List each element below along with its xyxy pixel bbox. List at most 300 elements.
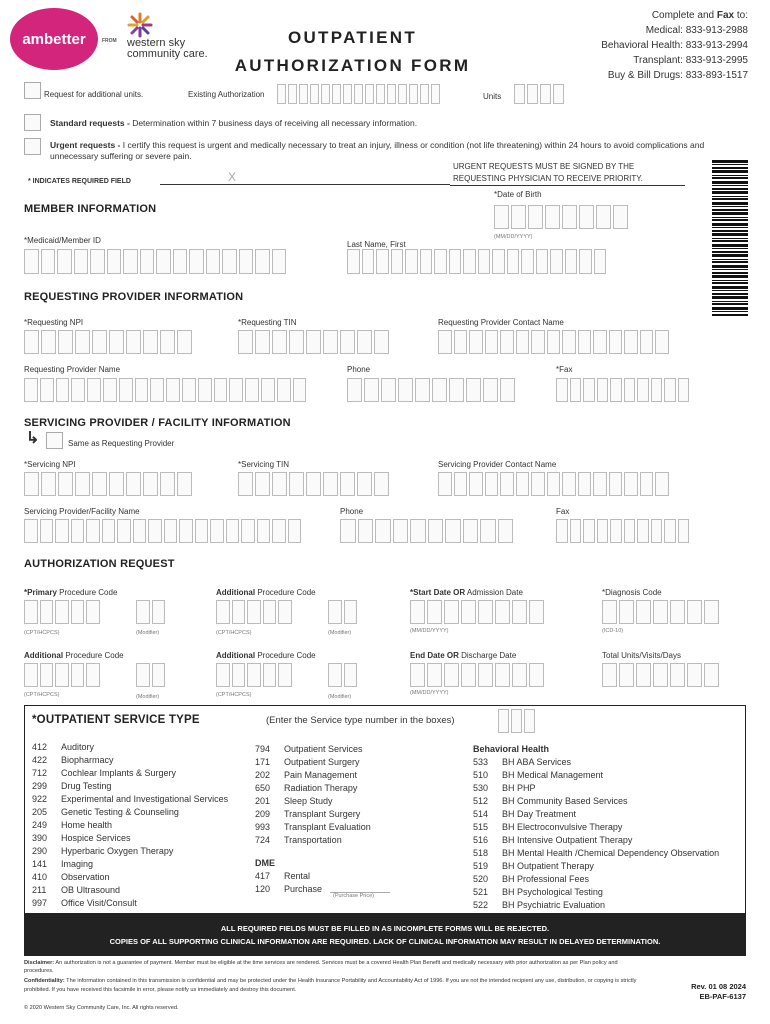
input-cell[interactable] bbox=[357, 330, 372, 354]
input-cell[interactable] bbox=[507, 249, 520, 274]
input-cell[interactable] bbox=[293, 378, 307, 402]
input-cell[interactable] bbox=[678, 378, 690, 402]
input-cell[interactable] bbox=[107, 249, 122, 274]
input-cell[interactable] bbox=[593, 330, 607, 354]
input-cell[interactable] bbox=[255, 472, 270, 496]
input-cell[interactable] bbox=[56, 378, 70, 402]
input-cell[interactable] bbox=[449, 249, 462, 274]
input-cell[interactable] bbox=[152, 600, 166, 624]
input-cell[interactable] bbox=[135, 378, 149, 402]
input-cell[interactable] bbox=[261, 378, 275, 402]
requesting-phone-boxes[interactable] bbox=[347, 378, 517, 402]
input-cell[interactable] bbox=[323, 472, 338, 496]
input-cell[interactable] bbox=[164, 519, 178, 543]
input-cell[interactable] bbox=[597, 378, 609, 402]
input-cell[interactable] bbox=[454, 472, 468, 496]
input-cell[interactable] bbox=[255, 249, 270, 274]
input-cell[interactable] bbox=[393, 519, 409, 543]
input-cell[interactable] bbox=[365, 84, 374, 104]
input-cell[interactable] bbox=[512, 663, 527, 687]
input-cell[interactable] bbox=[495, 600, 510, 624]
input-cell[interactable] bbox=[148, 519, 162, 543]
input-cell[interactable] bbox=[438, 330, 452, 354]
input-cell[interactable] bbox=[376, 84, 385, 104]
input-cell[interactable] bbox=[179, 519, 193, 543]
input-cell[interactable] bbox=[498, 519, 514, 543]
input-cell[interactable] bbox=[562, 472, 576, 496]
input-cell[interactable] bbox=[610, 378, 622, 402]
input-cell[interactable] bbox=[119, 378, 133, 402]
servicing-contact-boxes[interactable] bbox=[438, 472, 671, 496]
input-cell[interactable] bbox=[177, 472, 192, 496]
input-cell[interactable] bbox=[289, 472, 304, 496]
input-cell[interactable] bbox=[247, 663, 261, 687]
input-cell[interactable] bbox=[277, 378, 291, 402]
input-cell[interactable] bbox=[556, 519, 568, 543]
member-name-boxes[interactable] bbox=[347, 249, 608, 274]
input-cell[interactable] bbox=[257, 519, 271, 543]
input-cell[interactable] bbox=[565, 249, 578, 274]
input-cell[interactable] bbox=[328, 663, 342, 687]
input-cell[interactable] bbox=[398, 378, 413, 402]
input-cell[interactable] bbox=[323, 330, 338, 354]
total-units-boxes[interactable] bbox=[602, 663, 721, 687]
input-cell[interactable] bbox=[704, 663, 719, 687]
input-cell[interactable] bbox=[126, 330, 141, 354]
input-cell[interactable] bbox=[241, 519, 255, 543]
input-cell[interactable] bbox=[640, 472, 654, 496]
input-cell[interactable] bbox=[354, 84, 363, 104]
input-cell[interactable] bbox=[278, 600, 292, 624]
input-cell[interactable] bbox=[238, 472, 253, 496]
input-cell[interactable] bbox=[529, 600, 544, 624]
requesting-npi-boxes[interactable] bbox=[24, 330, 194, 354]
input-cell[interactable] bbox=[58, 472, 73, 496]
standard-request-checkbox[interactable] bbox=[24, 114, 41, 131]
input-cell[interactable] bbox=[357, 472, 372, 496]
input-cell[interactable] bbox=[420, 249, 433, 274]
input-cell[interactable] bbox=[498, 709, 509, 733]
input-cell[interactable] bbox=[438, 472, 452, 496]
additional-modifier-boxes-3[interactable] bbox=[328, 663, 359, 687]
additional-modifier-boxes-2[interactable] bbox=[136, 663, 167, 687]
urgent-request-checkbox[interactable] bbox=[24, 138, 41, 155]
input-cell[interactable] bbox=[602, 663, 617, 687]
input-cell[interactable] bbox=[550, 249, 563, 274]
input-cell[interactable] bbox=[272, 330, 287, 354]
input-cell[interactable] bbox=[87, 378, 101, 402]
input-cell[interactable] bbox=[540, 84, 551, 104]
input-cell[interactable] bbox=[624, 378, 636, 402]
input-cell[interactable] bbox=[347, 249, 360, 274]
input-cell[interactable] bbox=[478, 663, 493, 687]
additional-code-boxes-3[interactable] bbox=[216, 663, 294, 687]
input-cell[interactable] bbox=[461, 600, 476, 624]
input-cell[interactable] bbox=[495, 663, 510, 687]
requesting-tin-boxes[interactable] bbox=[238, 330, 391, 354]
input-cell[interactable] bbox=[678, 519, 690, 543]
input-cell[interactable] bbox=[664, 519, 676, 543]
input-cell[interactable] bbox=[41, 249, 56, 274]
input-cell[interactable] bbox=[24, 249, 39, 274]
input-cell[interactable] bbox=[24, 600, 38, 624]
input-cell[interactable] bbox=[75, 472, 90, 496]
input-cell[interactable] bbox=[640, 330, 654, 354]
primary-code-boxes[interactable] bbox=[24, 600, 102, 624]
input-cell[interactable] bbox=[71, 378, 85, 402]
input-cell[interactable] bbox=[609, 472, 623, 496]
input-cell[interactable] bbox=[594, 249, 607, 274]
input-cell[interactable] bbox=[41, 472, 56, 496]
input-cell[interactable] bbox=[310, 84, 319, 104]
input-cell[interactable] bbox=[653, 600, 668, 624]
input-cell[interactable] bbox=[214, 378, 228, 402]
input-cell[interactable] bbox=[531, 330, 545, 354]
input-cell[interactable] bbox=[86, 600, 100, 624]
input-cell[interactable] bbox=[238, 330, 253, 354]
input-cell[interactable] bbox=[545, 205, 560, 229]
input-cell[interactable] bbox=[189, 249, 204, 274]
input-cell[interactable] bbox=[177, 330, 192, 354]
input-cell[interactable] bbox=[570, 378, 582, 402]
input-cell[interactable] bbox=[71, 600, 85, 624]
input-cell[interactable] bbox=[55, 663, 69, 687]
input-cell[interactable] bbox=[553, 84, 564, 104]
input-cell[interactable] bbox=[140, 249, 155, 274]
servicing-npi-boxes[interactable] bbox=[24, 472, 194, 496]
input-cell[interactable] bbox=[409, 84, 418, 104]
input-cell[interactable] bbox=[527, 84, 538, 104]
input-cell[interactable] bbox=[619, 600, 634, 624]
input-cell[interactable] bbox=[583, 378, 595, 402]
input-cell[interactable] bbox=[529, 663, 544, 687]
input-cell[interactable] bbox=[306, 330, 321, 354]
input-cell[interactable] bbox=[478, 249, 491, 274]
input-cell[interactable] bbox=[374, 472, 389, 496]
input-cell[interactable] bbox=[420, 84, 429, 104]
input-cell[interactable] bbox=[24, 519, 38, 543]
input-cell[interactable] bbox=[216, 663, 230, 687]
input-cell[interactable] bbox=[514, 84, 525, 104]
input-cell[interactable] bbox=[71, 663, 85, 687]
input-cell[interactable] bbox=[410, 600, 425, 624]
input-cell[interactable] bbox=[427, 600, 442, 624]
additional-code-boxes-2[interactable] bbox=[24, 663, 102, 687]
input-cell[interactable] bbox=[405, 249, 418, 274]
input-cell[interactable] bbox=[102, 519, 116, 543]
input-cell[interactable] bbox=[216, 600, 230, 624]
input-cell[interactable] bbox=[619, 663, 634, 687]
input-cell[interactable] bbox=[152, 663, 166, 687]
input-cell[interactable] bbox=[636, 600, 651, 624]
input-cell[interactable] bbox=[133, 519, 147, 543]
input-cell[interactable] bbox=[398, 84, 407, 104]
input-cell[interactable] bbox=[624, 519, 636, 543]
input-cell[interactable] bbox=[41, 330, 56, 354]
input-cell[interactable] bbox=[255, 330, 270, 354]
medicaid-boxes[interactable] bbox=[24, 249, 288, 274]
input-cell[interactable] bbox=[609, 330, 623, 354]
input-cell[interactable] bbox=[344, 600, 358, 624]
input-cell[interactable] bbox=[500, 378, 515, 402]
input-cell[interactable] bbox=[126, 472, 141, 496]
input-cell[interactable] bbox=[288, 84, 297, 104]
input-cell[interactable] bbox=[466, 378, 481, 402]
input-cell[interactable] bbox=[637, 378, 649, 402]
input-cell[interactable] bbox=[173, 249, 188, 274]
input-cell[interactable] bbox=[578, 330, 592, 354]
input-cell[interactable] bbox=[143, 472, 158, 496]
input-cell[interactable] bbox=[613, 205, 628, 229]
input-cell[interactable] bbox=[528, 205, 543, 229]
input-cell[interactable] bbox=[624, 330, 638, 354]
input-cell[interactable] bbox=[136, 663, 150, 687]
input-cell[interactable] bbox=[277, 84, 286, 104]
input-cell[interactable] bbox=[469, 330, 483, 354]
servicing-phone-boxes[interactable] bbox=[340, 519, 515, 543]
input-cell[interactable] bbox=[150, 378, 164, 402]
input-cell[interactable] bbox=[222, 249, 237, 274]
input-cell[interactable] bbox=[454, 330, 468, 354]
input-cell[interactable] bbox=[478, 600, 493, 624]
input-cell[interactable] bbox=[653, 663, 668, 687]
input-cell[interactable] bbox=[55, 519, 69, 543]
input-cell[interactable] bbox=[597, 519, 609, 543]
input-cell[interactable] bbox=[86, 519, 100, 543]
input-cell[interactable] bbox=[247, 600, 261, 624]
input-cell[interactable] bbox=[500, 472, 514, 496]
purchase-price-line[interactable] bbox=[330, 892, 390, 893]
input-cell[interactable] bbox=[579, 205, 594, 229]
additional-code-boxes-1[interactable] bbox=[216, 600, 294, 624]
input-cell[interactable] bbox=[570, 519, 582, 543]
requesting-fax-boxes[interactable] bbox=[556, 378, 691, 402]
input-cell[interactable] bbox=[278, 663, 292, 687]
input-cell[interactable] bbox=[24, 378, 38, 402]
input-cell[interactable] bbox=[593, 472, 607, 496]
input-cell[interactable] bbox=[556, 378, 568, 402]
input-cell[interactable] bbox=[55, 600, 69, 624]
input-cell[interactable] bbox=[531, 472, 545, 496]
input-cell[interactable] bbox=[511, 709, 522, 733]
input-cell[interactable] bbox=[232, 600, 246, 624]
input-cell[interactable] bbox=[75, 330, 90, 354]
input-cell[interactable] bbox=[299, 84, 308, 104]
input-cell[interactable] bbox=[40, 663, 54, 687]
input-cell[interactable] bbox=[516, 472, 530, 496]
input-cell[interactable] bbox=[40, 600, 54, 624]
additional-modifier-boxes-1[interactable] bbox=[328, 600, 359, 624]
input-cell[interactable] bbox=[136, 600, 150, 624]
input-cell[interactable] bbox=[415, 378, 430, 402]
input-cell[interactable] bbox=[74, 249, 89, 274]
input-cell[interactable] bbox=[444, 600, 459, 624]
input-cell[interactable] bbox=[232, 663, 246, 687]
input-cell[interactable] bbox=[321, 84, 330, 104]
input-cell[interactable] bbox=[272, 249, 287, 274]
input-cell[interactable] bbox=[198, 378, 212, 402]
input-cell[interactable] bbox=[687, 600, 702, 624]
input-cell[interactable] bbox=[391, 249, 404, 274]
input-cell[interactable] bbox=[463, 249, 476, 274]
input-cell[interactable] bbox=[449, 378, 464, 402]
input-cell[interactable] bbox=[500, 330, 514, 354]
input-cell[interactable] bbox=[469, 472, 483, 496]
input-cell[interactable] bbox=[485, 330, 499, 354]
end-date-boxes[interactable] bbox=[410, 663, 546, 687]
input-cell[interactable] bbox=[306, 472, 321, 496]
input-cell[interactable] bbox=[583, 519, 595, 543]
input-cell[interactable] bbox=[340, 472, 355, 496]
input-cell[interactable] bbox=[596, 205, 611, 229]
input-cell[interactable] bbox=[579, 249, 592, 274]
primary-modifier-boxes[interactable] bbox=[136, 600, 167, 624]
input-cell[interactable] bbox=[195, 519, 209, 543]
input-cell[interactable] bbox=[651, 378, 663, 402]
servicing-name-boxes[interactable] bbox=[24, 519, 303, 543]
input-cell[interactable] bbox=[332, 84, 341, 104]
input-cell[interactable] bbox=[463, 519, 479, 543]
input-cell[interactable] bbox=[670, 663, 685, 687]
input-cell[interactable] bbox=[24, 472, 39, 496]
input-cell[interactable] bbox=[444, 663, 459, 687]
input-cell[interactable] bbox=[637, 519, 649, 543]
input-cell[interactable] bbox=[109, 330, 124, 354]
input-cell[interactable] bbox=[483, 378, 498, 402]
input-cell[interactable] bbox=[670, 600, 685, 624]
input-cell[interactable] bbox=[387, 84, 396, 104]
input-cell[interactable] bbox=[143, 330, 158, 354]
input-cell[interactable] bbox=[263, 600, 277, 624]
input-cell[interactable] bbox=[655, 330, 669, 354]
same-as-requesting-checkbox[interactable] bbox=[46, 432, 63, 449]
units-boxes[interactable] bbox=[514, 84, 566, 104]
servicing-tin-boxes[interactable] bbox=[238, 472, 391, 496]
input-cell[interactable] bbox=[362, 249, 375, 274]
input-cell[interactable] bbox=[428, 519, 444, 543]
input-cell[interactable] bbox=[226, 519, 240, 543]
input-cell[interactable] bbox=[58, 330, 73, 354]
input-cell[interactable] bbox=[547, 330, 561, 354]
input-cell[interactable] bbox=[239, 249, 254, 274]
input-cell[interactable] bbox=[492, 249, 505, 274]
input-cell[interactable] bbox=[624, 472, 638, 496]
input-cell[interactable] bbox=[92, 330, 107, 354]
dob-boxes[interactable] bbox=[494, 205, 630, 229]
diagnosis-boxes[interactable] bbox=[602, 600, 721, 624]
input-cell[interactable] bbox=[160, 330, 175, 354]
input-cell[interactable] bbox=[664, 378, 676, 402]
existing-auth-boxes[interactable] bbox=[277, 84, 442, 104]
requesting-name-boxes[interactable] bbox=[24, 378, 308, 402]
input-cell[interactable] bbox=[117, 519, 131, 543]
input-cell[interactable] bbox=[374, 330, 389, 354]
input-cell[interactable] bbox=[340, 519, 356, 543]
input-cell[interactable] bbox=[347, 378, 362, 402]
servicing-fax-boxes[interactable] bbox=[556, 519, 691, 543]
input-cell[interactable] bbox=[381, 378, 396, 402]
input-cell[interactable] bbox=[651, 519, 663, 543]
input-cell[interactable] bbox=[410, 663, 425, 687]
input-cell[interactable] bbox=[562, 205, 577, 229]
input-cell[interactable] bbox=[340, 330, 355, 354]
requesting-contact-boxes[interactable] bbox=[438, 330, 671, 354]
input-cell[interactable] bbox=[445, 519, 461, 543]
input-cell[interactable] bbox=[427, 663, 442, 687]
input-cell[interactable] bbox=[90, 249, 105, 274]
input-cell[interactable] bbox=[272, 519, 286, 543]
signature-line[interactable] bbox=[160, 184, 450, 185]
input-cell[interactable] bbox=[24, 330, 39, 354]
input-cell[interactable] bbox=[160, 472, 175, 496]
input-cell[interactable] bbox=[636, 663, 651, 687]
input-cell[interactable] bbox=[431, 84, 440, 104]
input-cell[interactable] bbox=[578, 472, 592, 496]
input-cell[interactable] bbox=[485, 472, 499, 496]
input-cell[interactable] bbox=[40, 519, 54, 543]
input-cell[interactable] bbox=[602, 600, 617, 624]
input-cell[interactable] bbox=[364, 378, 379, 402]
input-cell[interactable] bbox=[410, 519, 426, 543]
input-cell[interactable] bbox=[210, 519, 224, 543]
input-cell[interactable] bbox=[24, 663, 38, 687]
input-cell[interactable] bbox=[272, 472, 287, 496]
input-cell[interactable] bbox=[547, 472, 561, 496]
input-cell[interactable] bbox=[182, 378, 196, 402]
input-cell[interactable] bbox=[344, 663, 358, 687]
input-cell[interactable] bbox=[704, 600, 719, 624]
input-cell[interactable] bbox=[245, 378, 259, 402]
input-cell[interactable] bbox=[229, 378, 243, 402]
input-cell[interactable] bbox=[288, 519, 302, 543]
input-cell[interactable] bbox=[655, 472, 669, 496]
input-cell[interactable] bbox=[521, 249, 534, 274]
input-cell[interactable] bbox=[358, 519, 374, 543]
input-cell[interactable] bbox=[343, 84, 352, 104]
input-cell[interactable] bbox=[516, 330, 530, 354]
input-cell[interactable] bbox=[166, 378, 180, 402]
input-cell[interactable] bbox=[512, 600, 527, 624]
input-cell[interactable] bbox=[480, 519, 496, 543]
input-cell[interactable] bbox=[328, 600, 342, 624]
input-cell[interactable] bbox=[289, 330, 304, 354]
input-cell[interactable] bbox=[432, 378, 447, 402]
input-cell[interactable] bbox=[123, 249, 138, 274]
input-cell[interactable] bbox=[494, 205, 509, 229]
input-cell[interactable] bbox=[562, 330, 576, 354]
input-cell[interactable] bbox=[375, 519, 391, 543]
additional-units-checkbox[interactable] bbox=[24, 82, 41, 99]
input-cell[interactable] bbox=[434, 249, 447, 274]
input-cell[interactable] bbox=[206, 249, 221, 274]
input-cell[interactable] bbox=[103, 378, 117, 402]
start-date-boxes[interactable] bbox=[410, 600, 546, 624]
input-cell[interactable] bbox=[92, 472, 107, 496]
service-type-boxes[interactable] bbox=[498, 709, 537, 733]
input-cell[interactable] bbox=[511, 205, 526, 229]
input-cell[interactable] bbox=[610, 519, 622, 543]
input-cell[interactable] bbox=[109, 472, 124, 496]
input-cell[interactable] bbox=[536, 249, 549, 274]
input-cell[interactable] bbox=[71, 519, 85, 543]
input-cell[interactable] bbox=[263, 663, 277, 687]
input-cell[interactable] bbox=[461, 663, 476, 687]
input-cell[interactable] bbox=[524, 709, 535, 733]
input-cell[interactable] bbox=[40, 378, 54, 402]
input-cell[interactable] bbox=[57, 249, 72, 274]
input-cell[interactable] bbox=[376, 249, 389, 274]
input-cell[interactable] bbox=[687, 663, 702, 687]
